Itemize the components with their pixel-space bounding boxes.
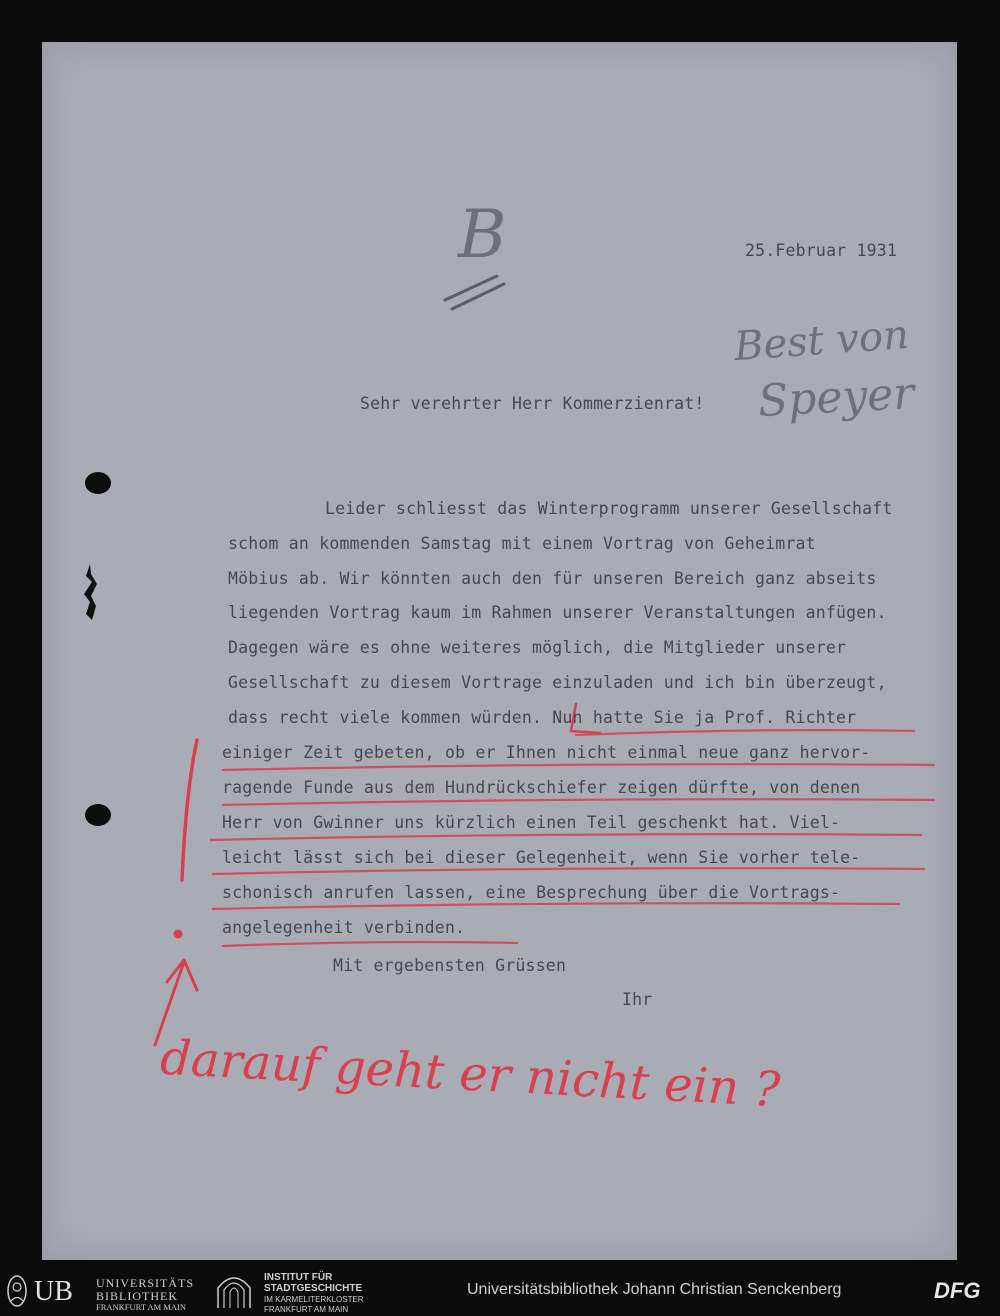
pencil-note-line2: Speyer bbox=[756, 367, 916, 428]
ub-seal-icon bbox=[6, 1274, 28, 1308]
isg-line4: FRANKFURT AM MAIN bbox=[264, 1305, 349, 1314]
body-line: angelegenheit verbinden. bbox=[222, 918, 466, 937]
body-line: leicht lässt sich bei dieser Gelegenheit, wenn Sie vorher tele- bbox=[222, 848, 861, 867]
body-line: liegenden Vortrag kaum im Rahmen unserer Veranstaltungen anfügen. bbox=[228, 603, 887, 622]
isg-arch-icon bbox=[214, 1272, 254, 1310]
body-line: ragende Funde aus dem Hundrückschiefer zeigen dürfte, von denen bbox=[222, 778, 861, 797]
body-line: Leider schliesst das Winterprogramm unserer Gesellschaft bbox=[325, 499, 893, 518]
punch-hole-top bbox=[85, 472, 111, 494]
body-line: Gesellschaft zu diesem Vortrage einzuladen und ich bin überzeugt, bbox=[228, 673, 887, 692]
pencil-note-line1: Best von bbox=[732, 311, 911, 371]
ub-name-line2: BIBLIOTHEK bbox=[96, 1289, 178, 1303]
letter-signature: Ihr bbox=[622, 990, 653, 1009]
ub-name-line1: UNIVERSITÄTS bbox=[96, 1276, 194, 1290]
footer-bar bbox=[0, 1266, 1000, 1316]
ub-logo: UB bbox=[34, 1276, 73, 1307]
isg-line1: INSTITUT FÜR bbox=[264, 1272, 333, 1283]
body-line: schonisch anrufen lassen, eine Besprechung über die Vortrags- bbox=[222, 883, 841, 902]
dfg-logo: DFG bbox=[934, 1278, 981, 1303]
paper-tear-mark bbox=[76, 562, 102, 622]
letter-salutation: Sehr verehrter Herr Kommerzienrat! bbox=[360, 394, 705, 413]
body-line: schom an kommenden Samstag mit einem Vortrag von Geheimrat bbox=[228, 534, 816, 553]
letter-date: 25.Februar 1931 bbox=[745, 241, 898, 260]
isg-line3: IM KARMELITERKLOSTER bbox=[264, 1295, 364, 1304]
letter-closing: Mit ergebensten Grüssen bbox=[333, 956, 567, 975]
isg-line2: STADTGESCHICHTE bbox=[264, 1283, 363, 1294]
library-name: Universitätsbibliothek Johann Christian Senckenberg bbox=[467, 1281, 842, 1298]
punch-hole-bottom bbox=[85, 804, 111, 826]
red-comment: darauf geht er nicht ein ? bbox=[158, 1029, 782, 1119]
ub-name-line3: FRANKFURT AM MAIN bbox=[96, 1302, 187, 1312]
body-line: einiger Zeit gebeten, ob er Ihnen nicht einmal neue ganz hervor- bbox=[222, 743, 871, 762]
body-line: Dagegen wäre es ohne weiteres möglich, die Mitglieder unserer bbox=[228, 638, 847, 657]
body-line: Herr von Gwinner uns kürzlich einen Teil geschenkt hat. Viel- bbox=[222, 813, 841, 832]
body-line: Möbius ab. Wir könnten auch den für unseren Bereich ganz abseits bbox=[228, 569, 877, 588]
pencil-letter-b: B bbox=[458, 196, 507, 273]
body-line: dass recht viele kommen würden. Nun hatte Sie ja Prof. Richter bbox=[228, 708, 857, 727]
